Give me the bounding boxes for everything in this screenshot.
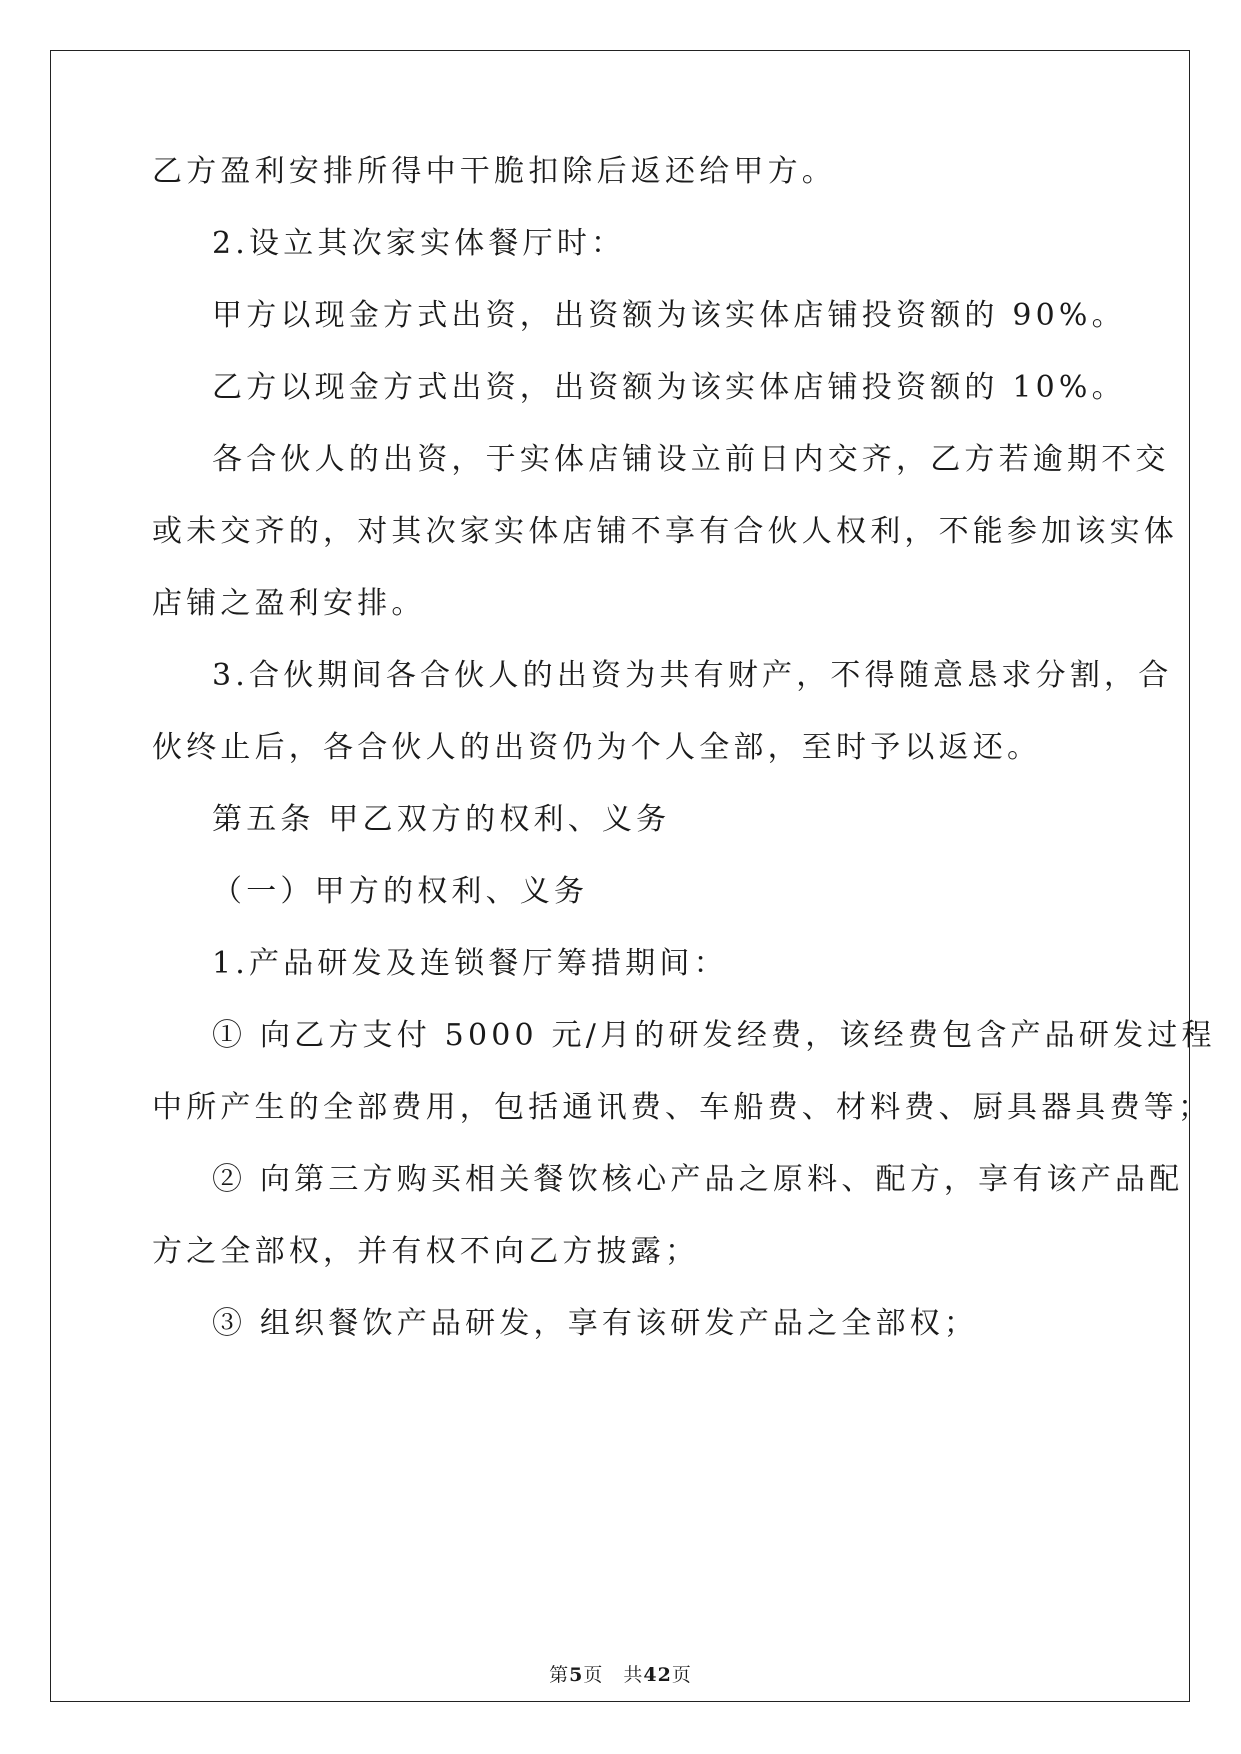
text-line: 2.设立其次家实体餐厅时： [212,226,626,261]
text-line: ② 向第三方购买相关餐饮核心产品之原料、配方，享有该产品配 [212,1162,1184,1197]
text-line: 乙方盈利安排所得中干脆扣除后返还给甲方。 [152,154,836,189]
text-line: 伙终止后，各合伙人的出资仍为个人全部，至时予以返还。 [152,730,1042,765]
text-line: 3.合伙期间各合伙人的出资为共有财产，不得随意恳求分割，合 [212,658,1173,693]
text-line: 甲方以现金方式出资，出资额为该实体店铺投资额的 90%。 [212,298,1126,333]
text-line: ③ 组织餐饮产品研发，享有该研发产品之全部权； [212,1306,979,1341]
text-line: 各合伙人的出资，于实体店铺设立前日内交齐，乙方若逾期不交 [212,442,1170,477]
text-line: 或未交齐的，对其次家实体店铺不享有合伙人权利，不能参加该实体 [152,514,1178,549]
page-number: 5 [569,1664,584,1686]
total-pages: 42 [643,1664,672,1686]
page-footer [0,1660,1241,1687]
section-heading: 第五条 甲乙双方的权利、义务 [212,802,671,837]
page-suffix: 页 [583,1664,604,1686]
text-line: 1.产品研发及连锁餐厅筹措期间： [212,946,728,981]
total-prefix: 共 [623,1664,644,1686]
text-line: 中所产生的全部费用，包括通讯费、车船费、材料费、厨具器具费等； [152,1090,1213,1125]
text-line: 方之全部权，并有权不向乙方披露； [152,1234,700,1269]
text-line: 店铺之盈利安排。 [152,586,426,621]
page-prefix: 第 [549,1664,570,1686]
text-line: ① 向乙方支付 5000 元/月的研发经费，该经费包含产品研发过程 [212,1018,1216,1053]
text-line: 乙方以现金方式出资，出资额为该实体店铺投资额的 10%。 [212,370,1126,405]
total-suffix: 页 [671,1664,692,1686]
subsection-heading: （一）甲方的权利、义务 [212,874,589,909]
